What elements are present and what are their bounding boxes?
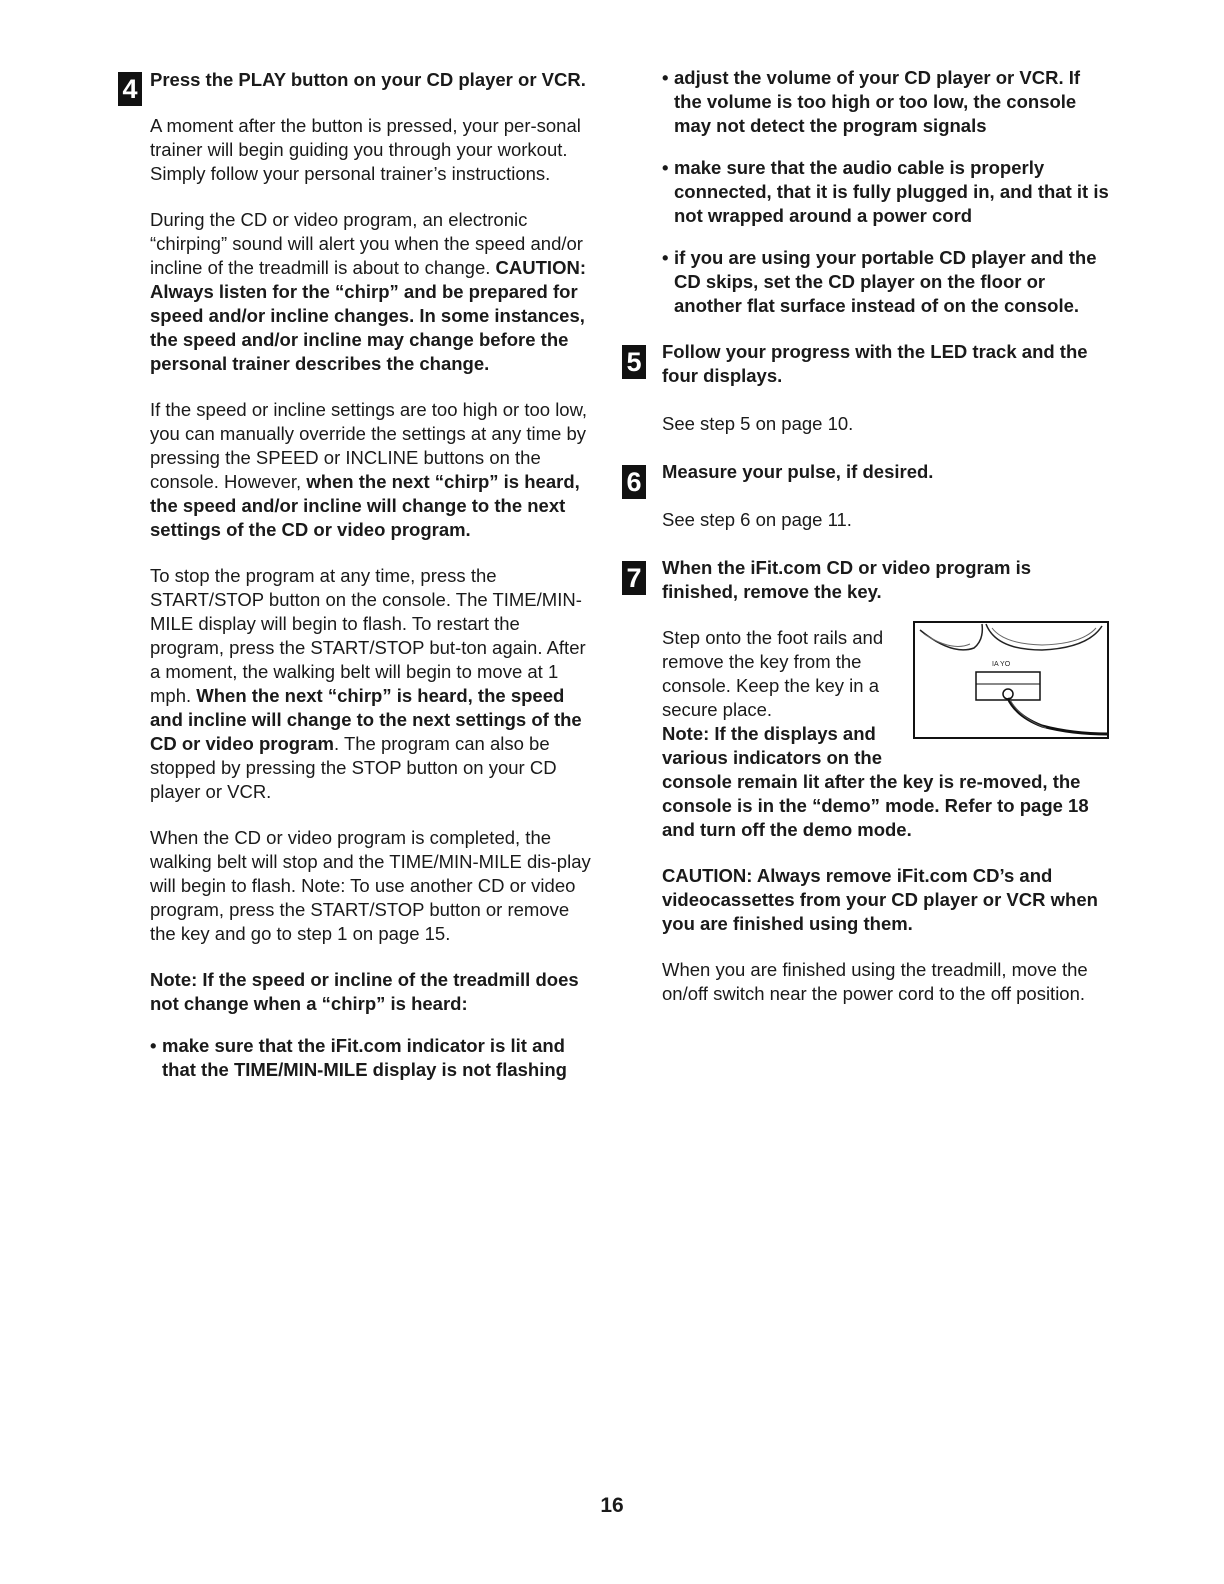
demo-mode-note — [662, 722, 1112, 842]
bullet-item: • make sure that the iFit.com indicator is lit and that the TIME/MIN-MILE display is not flashing — [150, 1035, 567, 1080]
step-4-number: 4 — [118, 72, 142, 106]
step-6-title: Measure your pulse, if desired. — [662, 461, 934, 482]
step-4-paragraph-1: A moment after the button is pressed, your per-sonal trainer will begin guiding you through your workout. Simply follow your personal trainer’s instructions. — [150, 115, 581, 184]
page-number: 16 — [600, 1494, 624, 1517]
right-column — [622, 66, 1112, 1006]
step-6-text: See step 6 on page 11. — [662, 509, 852, 530]
demo-mode-note-text: Note: If the displays and various indicators on the console remain lit after the key is re-moved, the console is in the “demo” mode. Refer to page 18 and turn off the demo mode. — [662, 723, 1089, 840]
paragraph-4-text-a: To stop the program at any time, press the START/STOP button on the console. The TIME/MIN-MILE display will begin to flash. To restart the program, press the START/STOP but-ton again. After a moment, the walking belt will begin to move at 1 mph. — [150, 565, 586, 706]
step-7-number: 7 — [622, 561, 646, 595]
left-column — [118, 68, 598, 1082]
step-6 — [622, 460, 1112, 497]
bullet-item: • make sure that the audio cable is properly connected, that it is fully plugged in, and that it is not wrapped around a power cord — [662, 157, 1109, 226]
paragraph-4-bold: When the next “chirp” is heard, the speed and incline will change to the next settings of the CD or video program — [150, 685, 582, 754]
paragraph-3-text: If the speed or incline settings are too high or too low, you can manually override the settings at any time by pressing the SPEED or INCLINE buttons on the console. However, — [150, 399, 588, 492]
step-7-intro: Step onto the foot rails and remove the key from the console. Keep the key in a secure place. — [662, 627, 884, 720]
caution-remove-cds: CAUTION: Always remove iFit.com CD’s and videocassettes from your CD player or VCR when you are finished using them. — [662, 865, 1098, 934]
step-4-title: Press the PLAY button on your CD player or VCR. — [150, 69, 586, 90]
paragraph-2-text: During the CD or video program, an electronic “chirping” sound will alert you when the speed and/or incline of the treadmill is about to change. — [150, 209, 583, 278]
step-5-title: Follow your progress with the LED track and the four displays. — [662, 341, 1088, 386]
step-4-paragraph-3 — [150, 398, 598, 542]
svg-text:IA YO: IA YO — [992, 661, 1011, 668]
step-7 — [622, 556, 1112, 604]
paragraph-3-bold: when the next “chirp” is heard, the speed and/or incline will change to the next settings of the CD or video program. — [150, 471, 580, 540]
step-4-paragraph-2 — [150, 208, 598, 376]
step-5 — [622, 340, 1112, 388]
paragraph-4-text-b: . The program can also be stopped by pressing the STOP button on your CD player or VCR. — [150, 733, 557, 802]
step-4-paragraph-4 — [150, 564, 598, 804]
step-6-number: 6 — [622, 465, 646, 499]
step-7-body — [662, 626, 1112, 842]
step-7-title: When the iFit.com CD or video program is finished, remove the key. — [662, 557, 1032, 602]
step-5-text: See step 5 on page 10. — [662, 413, 854, 434]
bullet-item: • if you are using your portable CD player and the CD skips, set the CD player on the floor or another flat surface instead of on the console. — [662, 247, 1097, 316]
chirp-note: Note: If the speed or incline of the treadmill does not change when a “chirp” is heard: — [150, 969, 579, 1014]
caution-chirp: CAUTION: Always listen for the “chirp” and be prepared for speed and/or incline changes. In some instances, the speed and/or incline may change before the personal trainer describes the change. — [150, 257, 586, 374]
step-5-number: 5 — [622, 345, 646, 379]
bullet-item: • adjust the volume of your CD player or VCR. If the volume is too high or too low, the console may not detect the program signals — [662, 67, 1081, 136]
step-4-paragraph-5: When the CD or video program is completed, the walking belt will stop and the TIME/MIN-MILE dis-play will begin to flash. Note: To use another CD or video program, press the START/STOP button or remove the key and go to step 1 on page 15. — [150, 827, 591, 944]
final-instruction: When you are finished using the treadmill, move the on/off switch near the power cord to the off position. — [662, 959, 1088, 1004]
step-4 — [118, 68, 598, 104]
